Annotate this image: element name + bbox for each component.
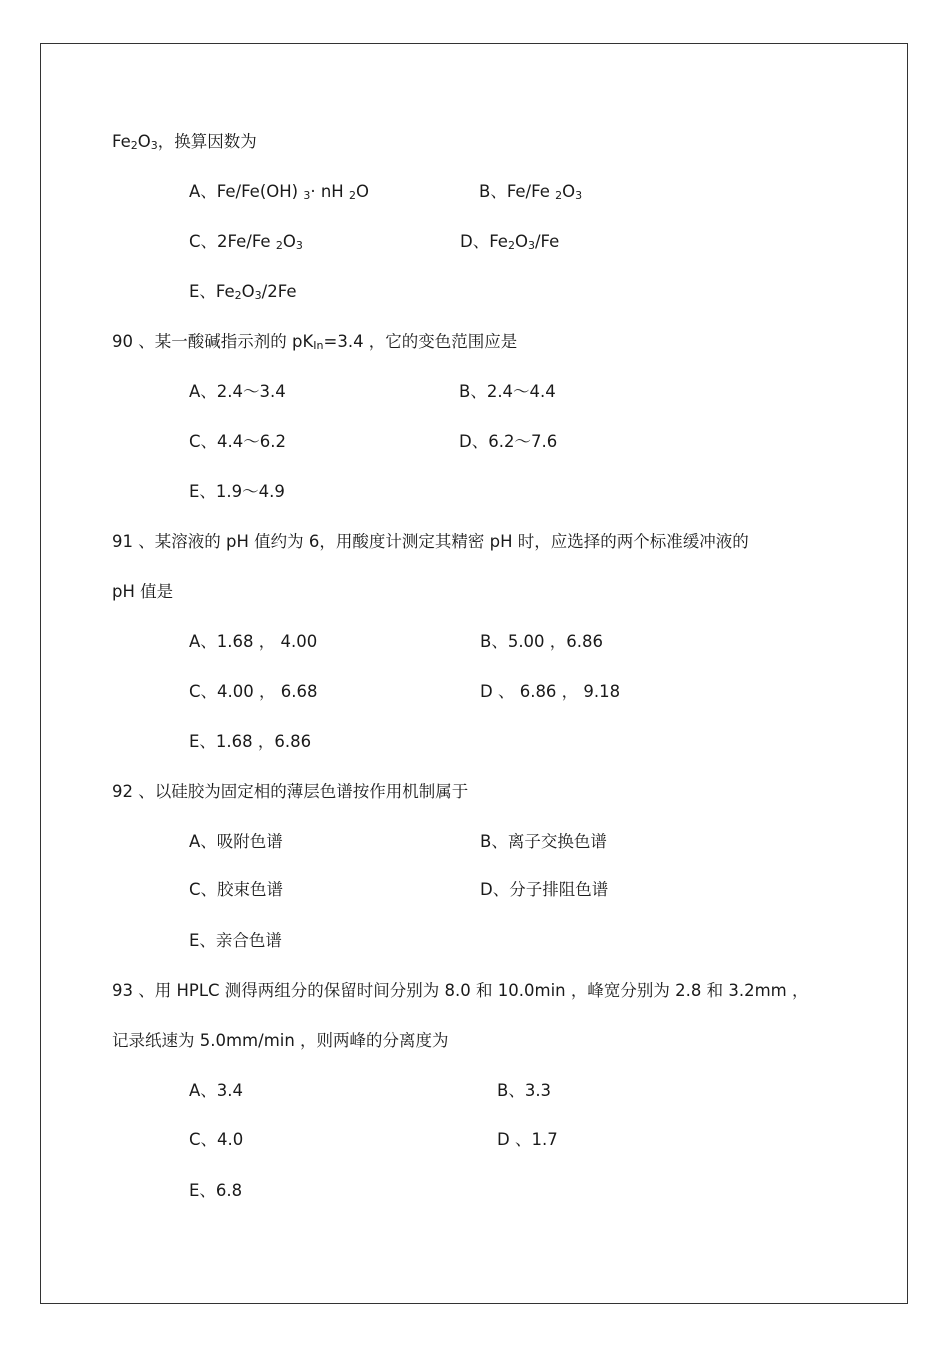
question-92-stem: 92 、以硅胶为固定相的薄层色谱按作用机制属于	[112, 782, 469, 801]
question-92-option-c: C、胶束色谱	[189, 880, 284, 899]
question-91-option-e: E、1.68 ，6.86	[189, 732, 312, 751]
question-92-option-a: A、吸附色谱	[189, 832, 283, 851]
question-91-option-a: A、1.68 ， 4.00	[189, 632, 318, 651]
question-90-option-c: C、4.4～6.2	[189, 432, 287, 451]
question-93-stem-line2: 记录纸速为 5.0mm/min ，则两峰的分离度为	[112, 1031, 449, 1050]
question-92-option-e: E、亲合色谱	[189, 931, 282, 950]
question-92-option-b: B、离子交换色谱	[480, 832, 607, 851]
question-90-stem: 90 、某一酸碱指示剂的 $pK_{In}=3.4$ ，它的变色范围应是	[112, 332, 518, 352]
question-93-stem-line1: 93 、用 HPLC 测得两组分的保留时间分别为 8.0 和 10.0min ，峰宽分别为 2.8 和 3.2mm ，	[112, 981, 809, 1000]
option-b: B、Fe/Fe $_2O_3$	[479, 182, 583, 202]
question-93-option-b: B、3.3	[497, 1081, 552, 1100]
question-91-option-b: B、5.00 ，6.86	[480, 632, 604, 651]
option-d: D、$Fe_2O_3/Fe$	[460, 232, 560, 252]
question-91-option-c: C、4.00 ， 6.68	[189, 682, 318, 701]
question-91-stem-line2: pH 值是	[112, 582, 174, 601]
question-91-option-d: D 、 6.86 ， 9.18	[480, 682, 621, 701]
question-93-option-e: E、6.8	[189, 1181, 243, 1200]
question-90-option-a: A、2.4～3.4	[189, 382, 286, 401]
question-90-option-e: E、1.9～4.9	[189, 482, 285, 501]
question-93-option-d: D 、1.7	[497, 1130, 558, 1149]
question-90-option-d: D、6.2～7.6	[459, 432, 558, 451]
question-90-option-b: B、2.4～4.4	[459, 382, 556, 401]
option-c: C、2Fe/Fe $_2O_3$	[189, 232, 303, 252]
option-a: A、Fe/Fe(OH) $_3$· nH $_2$O	[189, 182, 369, 202]
question-89-stem-continuation: $Fe_2O_3$，换算因数为	[112, 132, 257, 152]
question-93-option-a: A、3.4	[189, 1081, 244, 1100]
question-92-option-d: D、分子排阻色谱	[480, 880, 609, 899]
question-93-option-c: C、4.0	[189, 1130, 244, 1149]
option-e: E、$Fe_2O_3/2Fe$	[189, 282, 297, 302]
question-91-stem-line1: 91 、某溶液的 pH 值约为 6，用酸度计测定其精密 pH 时，应选择的两个标准缓冲液的	[112, 532, 749, 551]
stem-text: ，换算因数为	[157, 132, 257, 151]
